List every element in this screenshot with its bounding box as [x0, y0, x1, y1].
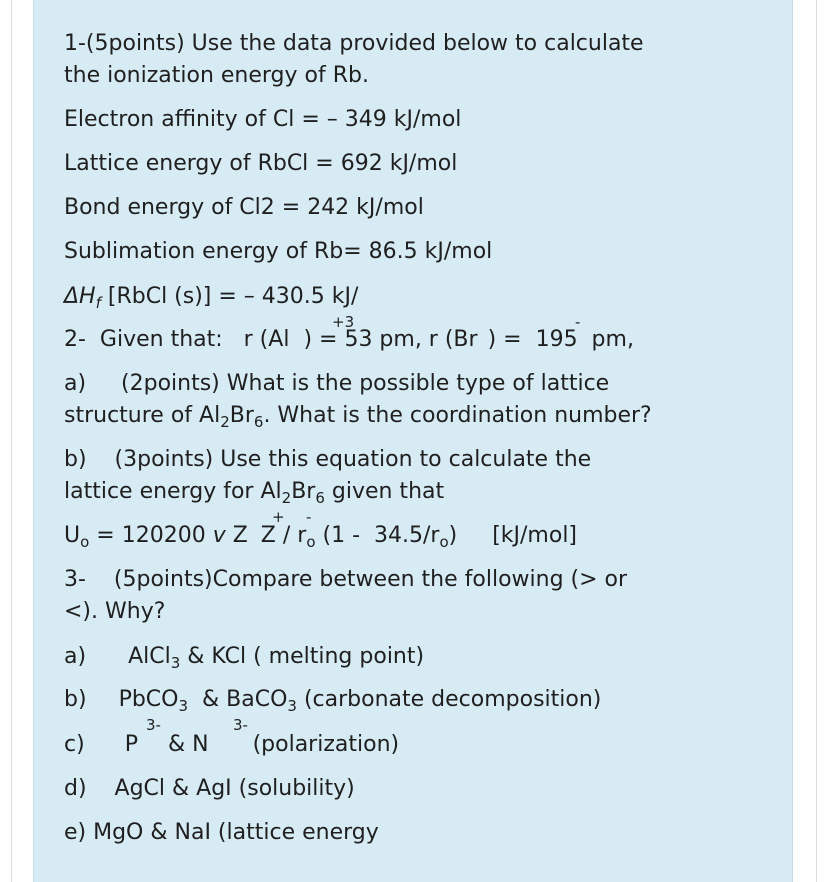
- right-border-line: [816, 0, 817, 882]
- eq-z2: Z: [253, 523, 276, 548]
- lattice-equation: [64, 522, 577, 550]
- q3a: [64, 643, 424, 671]
- q3a-label: a): [64, 644, 87, 669]
- given-part-a: 2- Given that: r (Al: [64, 327, 290, 352]
- q3b-text-2: & BaCO: [188, 687, 288, 712]
- q3b-sub-2: 3: [287, 697, 297, 715]
- eq-sub-o3: o: [439, 533, 449, 551]
- left-border-line: [11, 0, 12, 882]
- br-charge: -: [575, 313, 581, 331]
- question-card: [33, 0, 793, 882]
- q2a-text-2: Br: [229, 403, 254, 428]
- given-part-b: ) = 53 pm, r (Br: [303, 327, 478, 352]
- q3-line1: 3- (5points)Compare between the following (> or: [64, 567, 628, 592]
- q3-line2: <). Why?: [64, 599, 166, 624]
- eq-v: v: [212, 523, 226, 548]
- q2b-sub-2: 6: [315, 489, 325, 507]
- eq-part-d: ) [kJ/mol]: [448, 523, 578, 548]
- q3e: e) MgO & NaI (lattice energy: [64, 820, 379, 845]
- q2a-sub-2: 6: [253, 413, 264, 431]
- delta-h-sub: f: [95, 294, 101, 312]
- q3c: [64, 731, 399, 759]
- q2a-line2: [64, 402, 652, 430]
- sublimation-energy: Sublimation energy of Rb= 86.5 kJ/mol: [64, 239, 493, 264]
- q3c-label: c): [64, 732, 85, 757]
- eq-sup-plus: +: [272, 508, 285, 526]
- q2b-text-2: Br: [291, 479, 316, 504]
- q3b: [64, 686, 601, 714]
- lattice-energy: Lattice energy of RbCl = 692 kJ/mol: [64, 151, 458, 176]
- p-charge: 3-: [146, 716, 161, 734]
- q3a-sub: 3: [170, 654, 181, 672]
- q1-line2: the ionization energy of Rb.: [64, 63, 369, 88]
- q1-line1: 1-(5points) Use the data provided below to calculate: [64, 31, 644, 56]
- eq-sub-o: o: [80, 533, 90, 551]
- n-charge: 3-: [233, 716, 248, 734]
- q3a-text-1: AlCl: [128, 644, 171, 669]
- q2a-sub-1: 2: [220, 413, 230, 431]
- q3c-amp: & N: [167, 732, 209, 757]
- q3c-p: P: [124, 732, 138, 757]
- q3b-text-1: PbCO: [118, 687, 179, 712]
- eq-part-b: / r: [275, 523, 307, 548]
- q2a-text-1: structure of Al: [64, 403, 221, 428]
- q3b-sub-1: 3: [178, 697, 189, 715]
- eq-sub-o2: o: [306, 533, 316, 551]
- q2b-text-3: given that: [324, 479, 445, 504]
- q2b-text-1: lattice energy for Al: [64, 479, 282, 504]
- given-part-c: ) = 195 pm,: [487, 327, 634, 352]
- eq-sup-minus: -: [306, 508, 312, 526]
- delta-h-symbol: ΔH: [64, 284, 96, 309]
- enthalpy-formation: [64, 283, 358, 311]
- q3b-text-3: (carbonate decomposition): [296, 687, 602, 712]
- enthalpy-value: [RbCl (s)] = – 430.5 kJ/: [100, 284, 359, 309]
- eq-part-c: (1 - 34.5/r: [315, 523, 440, 548]
- q2b-line2: [64, 478, 444, 506]
- eq-part-a: = 120200: [89, 523, 213, 548]
- q3d: d) AgCl & AgI (solubility): [64, 776, 355, 801]
- q2b-sub-1: 2: [281, 489, 292, 507]
- q2a-line1: a) (2points) What is the possible type of lattice: [64, 371, 610, 396]
- al-charge: +3: [332, 313, 355, 331]
- eq-u: U: [64, 523, 81, 548]
- eq-z1: Z: [225, 523, 248, 548]
- q3c-rest: (polarization): [252, 732, 400, 757]
- q3b-label: b): [64, 687, 87, 712]
- q3a-text-2: & KCl ( melting point): [180, 644, 425, 669]
- electron-affinity: Electron affinity of Cl = – 349 kJ/mol: [64, 107, 462, 132]
- bond-energy: Bond energy of Cl2 = 242 kJ/mol: [64, 195, 424, 220]
- q2b-line1: b) (3points) Use this equation to calculate the: [64, 447, 592, 472]
- q2a-text-3: . What is the coordination number?: [263, 403, 652, 428]
